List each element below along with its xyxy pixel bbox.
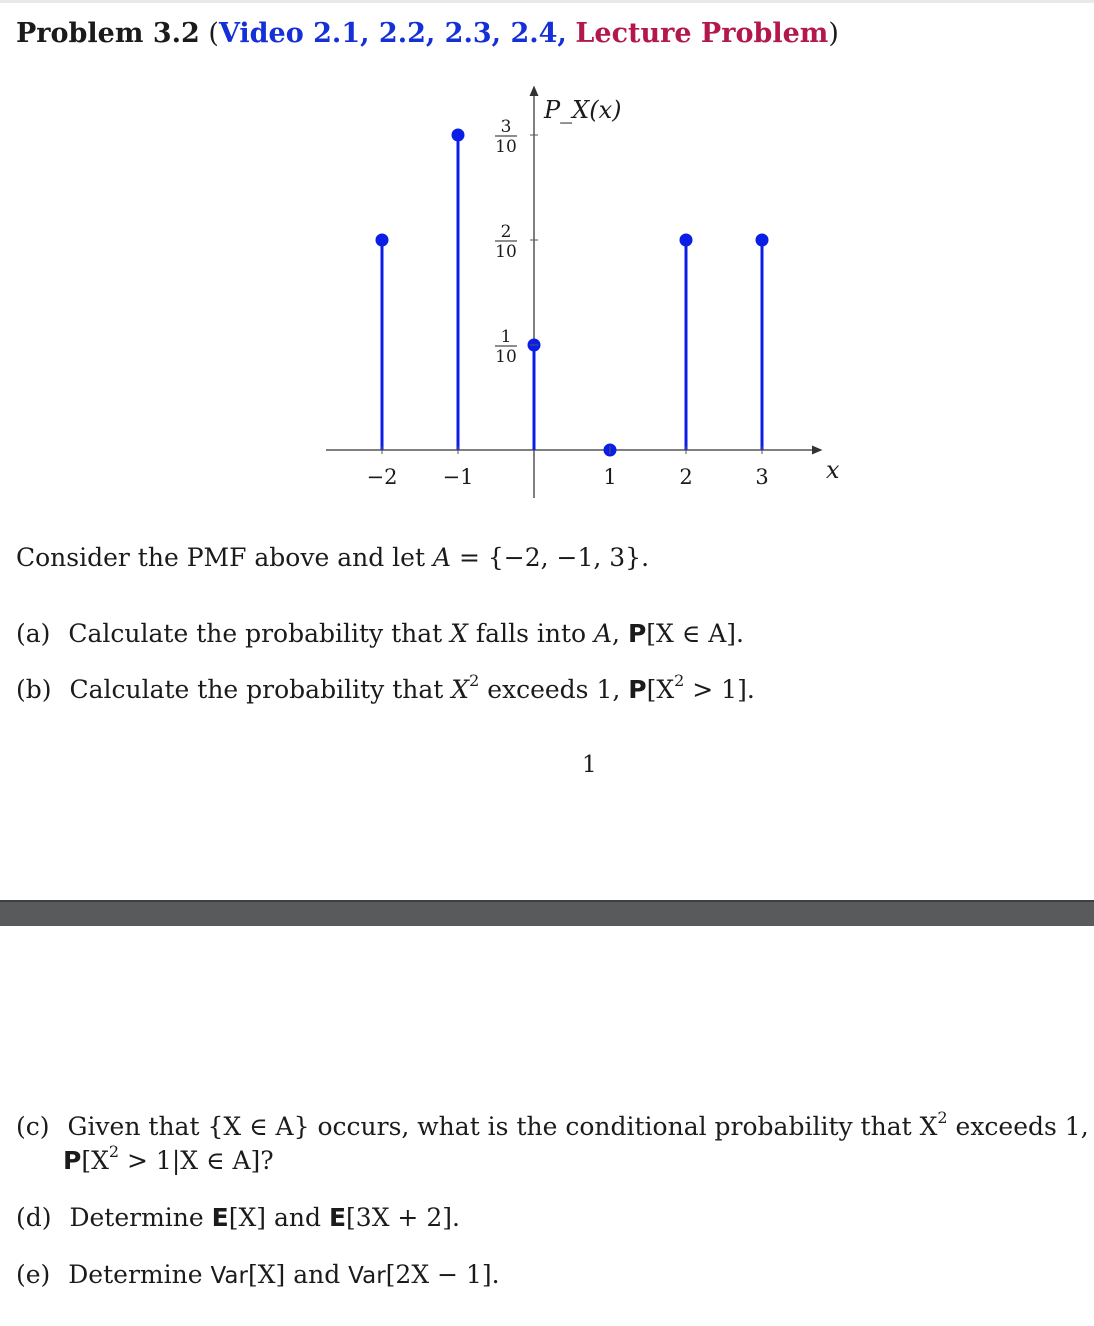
- stem-dot-x2: [680, 234, 693, 247]
- ytick-numerator-2: 1: [500, 327, 512, 347]
- ytick-denominator-2: 10: [495, 347, 517, 367]
- page-number: 1: [582, 752, 597, 778]
- part-a: (a) Calculate the probability that X falls into A, P[X ∈ A].: [16, 619, 744, 648]
- part-a-label: (a): [16, 619, 51, 648]
- xtick-label-3: 2: [679, 465, 693, 489]
- video-links[interactable]: Video 2.1, 2.2, 2.3, 2.4,: [218, 18, 567, 49]
- ytick-numerator-1: 2: [500, 222, 512, 242]
- consider-line: Consider the PMF above and let A = {−2, −1, 3}.: [16, 543, 650, 572]
- ytick-denominator-0: 10: [495, 137, 517, 157]
- part-e: (e) Determine Var[X] and Var[2X − 1].: [16, 1260, 500, 1289]
- y-axis-label: P_X(x): [544, 96, 622, 124]
- ytick-denominator-1: 10: [495, 242, 517, 262]
- stem-dot-x-2: [376, 234, 389, 247]
- part-c: (c) Given that {X ∈ A} occurs, what is the conditional probability that $X^2$ exceeds 1,: [16, 1108, 1089, 1141]
- stem-dot-x-1: [452, 129, 465, 142]
- top-border: [0, 0, 1094, 3]
- x-axis-label: x: [826, 456, 840, 484]
- part-d-label: (d): [16, 1203, 52, 1232]
- xtick-label-1: −1: [442, 465, 474, 489]
- xtick-label-2: 1: [603, 465, 617, 489]
- part-c-label: (c): [16, 1112, 50, 1141]
- problem-heading: Problem 3.2 (Video 2.1, 2.2, 2.3, 2.4, Lecture Problem): [16, 18, 839, 49]
- lecture-problem-link[interactable]: Lecture Problem: [575, 18, 829, 49]
- part-d: (d) Determine E[X] and E[3X + 2].: [16, 1203, 460, 1232]
- part-b: (b) Calculate the probability that $X^2$ exceeds 1, $P[X^2 > 1]$.: [16, 671, 755, 704]
- part-b-label: (b): [16, 675, 52, 704]
- stem-dot-x3: [756, 234, 769, 247]
- problem-number: Problem 3.2: [16, 18, 200, 49]
- xtick-label-4: 3: [755, 465, 769, 489]
- part-c-cont: $P[X^2 > 1|X$ ∈ A]?: [63, 1142, 274, 1175]
- xtick-label-0: −2: [366, 465, 398, 489]
- pmf-chart: [0, 70, 1094, 510]
- page-separator: [0, 900, 1094, 926]
- part-e-label: (e): [16, 1260, 51, 1289]
- ytick-numerator-0: 3: [500, 117, 512, 137]
